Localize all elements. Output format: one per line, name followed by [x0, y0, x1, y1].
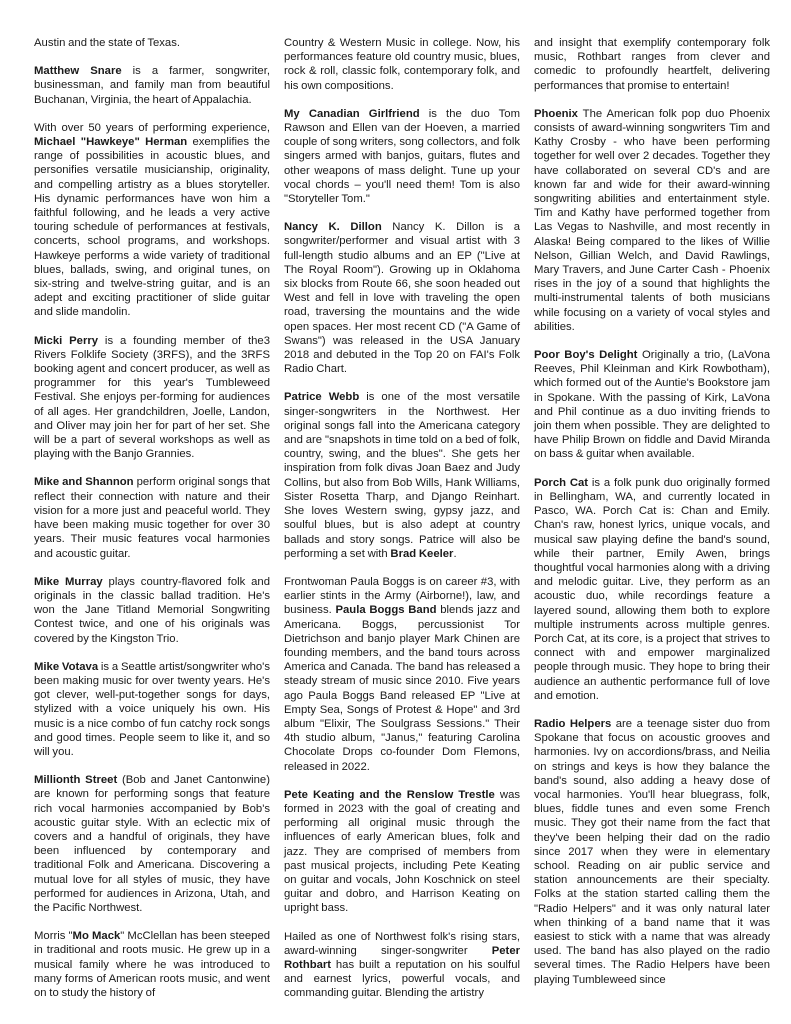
- bio-text: Frontwoman Paula Boggs is on career #3, with earlier stints in the Army (Airborne!), law, and business.: [284, 575, 520, 617]
- performer-bio: [34, 64, 270, 107]
- bio-text: is a farmer, songwriter, businessman, and family man from beautiful Buchanan, Virginia, the heart of Appalachia.: [34, 65, 270, 106]
- bio-text: Country & Western Music in college. Now, his performances feature old country music, blues, rock & roll, classic folk, contemporary folk, and his own compositions.: [284, 37, 520, 92]
- performer-name: Radio Helpers: [534, 717, 612, 730]
- performer-name: Pete Keating and the Renslow Trestle: [284, 788, 495, 801]
- performer-name: Phoenix: [534, 107, 578, 120]
- bio-text: are a teenage sister duo from Spokane that focus on acoustic grooves and harmonies. Ivy on accordions/brass, and Neilia on strings and keys is how they balance the band's sound, also adding a heavy dose of vocal harmonies. You'll hear bluegrass, folk, blues, fiddle tunes and even some French music. They got their name from the fact that they've been helping their dad on the radio since 2017 when they were in elementary school. Reading on air public service and station announcements are their specialty. Folks at the station started calling them the "Radio Helpers" and it was only natural later when thinking of a band name that it was easiest to stick with a name that was already used. The band has also played on the radio several times. The Radio Helpers have been playing Tumbleweed since: [534, 717, 770, 986]
- performer-name: My Canadian Girlfriend: [284, 107, 420, 120]
- performer-name: Brad Keeler: [390, 547, 454, 560]
- column-middle: [284, 36, 520, 1006]
- performer-name: Nancy K. Dillon: [284, 221, 382, 234]
- bio-text: is the duo Tom Rawson and Ellen van der Hoeven, a married couple of song writers, song collectors, and folk singers armed with banjos, guitars, flutes and other weapons of mass delight. Tune up your vocal chords – you'll need them! Tom is also "Storyteller Tom.": [284, 107, 520, 206]
- performer-name: Micki Perry: [34, 334, 99, 347]
- performer-name: Patrice Webb: [284, 391, 360, 404]
- bio-text: Morris ": [34, 930, 73, 943]
- performer-bio: [284, 788, 520, 916]
- performer-bio: [34, 475, 270, 560]
- performer-bio: [34, 929, 270, 1000]
- bio-text: is a folk punk duo originally formed in Bellingham, WA, and currently located in Pasco, WA. Porch Cat is: Chan and Emily. Chan's raw, honest lyrics, unique vocals, and musical saw playing define the band's sound, while their partner, Emily Awen, brings thoughtful vocal harmonies along with a driving and melodic guitar. Live, they perform as an acoustic duo, while recordings feature a layered sound, allowing them both to explore multiple instruments across multiple genres. Porch Cat, at its core, is a project that strives to connect with and empower marginalized people through music. They hope to bring their audience an authentic performance full of love and emotion.: [534, 476, 770, 702]
- bio-text: Austin and the state of Texas.: [34, 37, 181, 49]
- bio-text: has built a reputation on his soulful and earnest lyrics, powerful vocals, and commanding guitar. Blending the artistry: [284, 958, 520, 1000]
- performer-bio: [34, 334, 270, 462]
- bio-text: exemplifies the range of possibilities in acoustic blues, and personifies versatile musicianship, originality, and compelling artistry as a blues storyteller. His dynamic performances have won him a faithful following, and he leads a very active touring schedule of performances at festivals, concerts, school programs, and workshops. Hawkeye performs a wide variety of traditional blues, ballads, swing, and original tunes, on six-string and twelve-string guitar, and is an adept and exciting practitioner of slide guitar and slide mandolin.: [34, 136, 270, 319]
- performer-name: Matthew Snare: [34, 65, 122, 78]
- bio-text: The American folk pop duo Phoenix consists of award-winning songwriters Tim and Kathy Crosby - who have been performing together for well over 2 decades. Together they have collaborated on several CD's and are known far and wide for their award-winning songwriting abilities and entertainment style. Tim and Kathy have performed together from Las Vegas to Nashville, and most recently in Alaska! Being compared to the likes of Willie Nelson, Gillian Welch, and David Rawlings, Mary Travers, and June Carter Cash - Phoenix rises in the joy of a sound that highlights the multi-instrumental talents of both musicians while focusing on a variety of vocal styles and abilities.: [534, 107, 770, 333]
- performer-bio: [534, 348, 770, 462]
- performer-bio: [284, 930, 520, 1001]
- performer-bio: [534, 476, 770, 703]
- bio-text: (Bob and Janet Cantonwine) are known for performing songs that feature rich vocal harmonies accompanied by Bob's acoustic guitar style. With an eclectic mix of covers and a handful of originals, they have been influenced by contemporary and traditional Folk and Americana. Discovering a mutual love for all styles of music, they have performed for audiences in Arizona, Utah, and the Pacific Northwest.: [34, 774, 270, 914]
- performer-bio: [534, 107, 770, 334]
- performer-name: Millionth Street: [34, 774, 118, 787]
- performer-bio: [34, 575, 270, 646]
- bio-text: Nancy K. Dillon is a songwriter/performer and visual artist with 3 full-length studio albums and an EP ("Live at The Royal Room"). Growing up in Oklahoma six blocks from Route 66, she soon headed out West and fell in love with traveling the open road, traversing the mountains and the wide open spaces. Her most recent CD ("A Game of Swans") was released in the USA January 2018 and debuted in the Top 20 on FAI's Folk Radio Chart.: [284, 221, 520, 376]
- performer-name: Poor Boy's Delight: [534, 349, 638, 362]
- performer-name: Mike Murray: [34, 575, 103, 588]
- bio-text: was formed in 2023 with the goal of creating and performing all original music through the influences of early American blues, folk and jazz. They are comprised of members from past musical projects, including Pete Keating on guitar and vocals, John Koschnick on steel guitar and dobro, and Harrison Keating on upright bass.: [284, 788, 521, 915]
- bio-text: Originally a trio, (LaVona Reeves, Phil Kleinman and Kirk Rowbotham), which formed out of the Auntie's Bookstore jam in Spokane. With the passing of Kirk, LaVona and Phil continue as a duo inviting friends to join them when possible. They are delighted to have Philip Brown on fiddle and David Miranda on bass & guitar when available.: [534, 349, 770, 461]
- bio-text: is a founding member of the3 Rivers Folklife Society (3RFS), and the 3RFS booking agent and concert producer, as well as programmer for this year's Tumbleweed Festival. She enjoys per-forming for audiences of all ages. Her grandchildren, Joelle, Landon, and Oliver may join her for part of her set. She will be a part of several workshops as well as playing with the Banjo Grannies.: [34, 334, 271, 461]
- performer-name: Paula Boggs Band: [335, 604, 437, 617]
- bio-text: Hailed as one of Northwest folk's rising stars, award-winning singer-songwriter: [284, 930, 520, 957]
- performer-bio: [534, 36, 770, 93]
- performer-bio: [534, 717, 770, 987]
- bio-text: perform original songs that reflect their connection with nature and their vision for a more just and peaceful world. They have been making music together for over 30 years. Their music features vocal harmonies and acoustic guitar.: [34, 476, 271, 560]
- bio-text: and insight that exemplify contemporary folk music, Rothbart ranges from clever and comedic to profoundly heartfelt, delivering performances that promise to entertain!: [534, 37, 770, 92]
- performer-bio: [34, 773, 270, 915]
- performer-bio: [34, 121, 270, 320]
- bio-text: .: [453, 547, 457, 560]
- performer-bio: [284, 36, 520, 93]
- performer-bio: [284, 220, 520, 376]
- bio-text: is a Seattle artist/songwriter who's been making music for over twenty years. He's got clever, well-put-together songs for days, stylized with a voice uniquely his own. His music is a nice combo of fun catchy rock songs and good times. People seem to like it, and so will you.: [34, 660, 270, 758]
- performer-bio: [34, 660, 270, 759]
- performer-name: Mike and Shannon: [34, 476, 134, 489]
- performer-name: Mo Mack: [72, 930, 121, 943]
- performer-bio: [284, 390, 520, 560]
- performer-bio: [284, 575, 520, 774]
- performer-bio: [284, 107, 520, 206]
- performer-name: Peter Rothbart: [284, 944, 520, 971]
- bio-text: blends jazz and Americana. Boggs, percussionist Tor Dietrichson and banjo player Mark Chinen are founding members, and the band tours across America and Canada. The band has released a steady stream of music since 2010. Five years ago Paula Boggs Band released EP "Live at Empty Sea, Songs of Protest & Hope" and 3rd album "Elixir, The Soulgrass Sessions." Their 4th studio album, "Janus," featuring Carolina Chocolate Drops co-founder Dom Flemons, released in 2022.: [284, 604, 520, 773]
- performer-bio: [34, 36, 270, 50]
- bio-text: With over 50 years of performing experience,: [34, 121, 270, 134]
- performer-name: Mike Votava: [34, 660, 99, 673]
- program-page: [34, 36, 770, 1006]
- performer-name: Michael "Hawkeye" Herman: [34, 136, 188, 149]
- performer-name: Porch Cat: [534, 476, 589, 489]
- bio-text: " McClellan has been steeped in traditional and roots music. He grew up in a musical family where he was introduced to many forms of American roots music, and went on to study the history of: [34, 930, 271, 999]
- column-left: [34, 36, 270, 1006]
- bio-text: plays country-flavored folk and originals in the classic ballad tradition. He's won the Jane Titland Memorial Songwriting Contest twice, and one of his originals was covered by the Kingston Trio.: [34, 575, 270, 645]
- column-right: [534, 36, 770, 1006]
- bio-text: is one of the most versatile singer-songwriters in the Northwest. Her original songs fall into the Americana category and are "snapshots in time told on a bed of folk, country, swing, and the blues". She gets her inspiration from folk divas Joan Baez and Judy Collins, but also from Bob Wills, Hank Williams, Sister Rosetta Tharp, and Django Reinhart. She loves Western swing, gypsy jazz, and soulful blues, but is also adept at country ballads and story songs. Patrice will also be performing a set with: [284, 391, 520, 560]
